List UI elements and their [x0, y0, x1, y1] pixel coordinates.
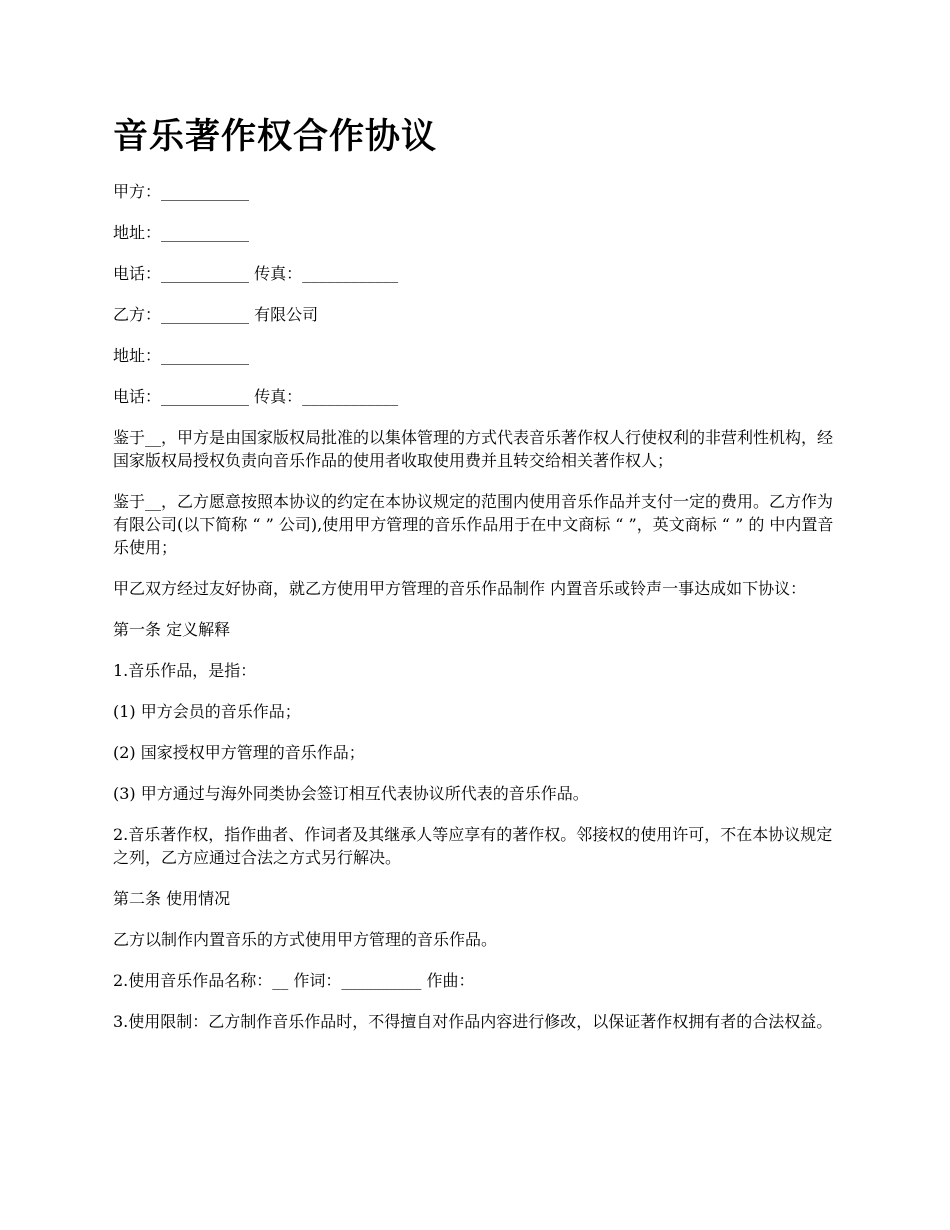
clause-paragraph: 乙方以制作内置音乐的方式使用甲方管理的音乐作品。 [113, 930, 498, 949]
clause-paragraph: 1.音乐作品，是指： [113, 661, 257, 680]
article-heading: 第一条 定义解释 [113, 620, 231, 639]
clause-paragraph: 2.音乐著作权，指作曲者、作词者及其继承人等应享有的著作权。邻接权的使用许可，不在本协议规定之列，乙方应通过合法之方式另行解决。 [113, 825, 833, 867]
party-b-address-line: 地址：___________ [113, 346, 250, 365]
party-a-address-line: 地址：___________ [113, 223, 250, 242]
party-b-phone-fax-line: 电话：___________ 传真：____________ [113, 387, 399, 406]
recital-paragraph: 鉴于__，甲方是由国家版权局批准的以集体管理的方式代表音乐著作权人行使权利的非营利性机构，经国家版权局授权负责向音乐作品的使用者收取使用费并且转交给相关著作权人； [113, 428, 834, 470]
party-a-phone-fax-line: 电话：___________ 传真：____________ [113, 264, 399, 283]
clause-paragraph: 3.使用限制：乙方制作音乐作品时，不得擅自对作品内容进行修改，以保证著作权拥有者的合法权益。 [113, 1012, 833, 1031]
party-a-line: 甲方：___________ [113, 182, 250, 201]
clause-item: (3) 甲方通过与海外同类协会签订相互代表协议所代表的音乐作品。 [113, 784, 589, 803]
article-heading: 第二条 使用情况 [113, 889, 231, 908]
clause-paragraph: 2.使用音乐作品名称：__ 作词：__________ 作曲： [113, 971, 475, 990]
clause-item: (2) 国家授权甲方管理的音乐作品； [113, 743, 365, 762]
party-b-line: 乙方：___________ 有限公司 [113, 305, 319, 324]
document-page [113, 112, 838, 1051]
agreement-intro-paragraph: 甲乙双方经过友好协商，就乙方使用甲方管理的音乐作品制作 内置音乐或铃声一事达成如下协议： [113, 579, 807, 598]
recital-paragraph: 鉴于__，乙方愿意按照本协议的约定在本协议规定的范围内使用音乐作品并支付一定的费用。乙方作为 有限公司(以下简称 “ ” 公司),使用甲方管理的音乐作品用于在中文商标 “ ”，英文商标 “ ” 的 中内置音乐使用； [113, 492, 834, 557]
document-title: 音乐著作权合作协议 [113, 116, 438, 157]
clause-item: (1) 甲方会员的音乐作品； [113, 702, 301, 721]
